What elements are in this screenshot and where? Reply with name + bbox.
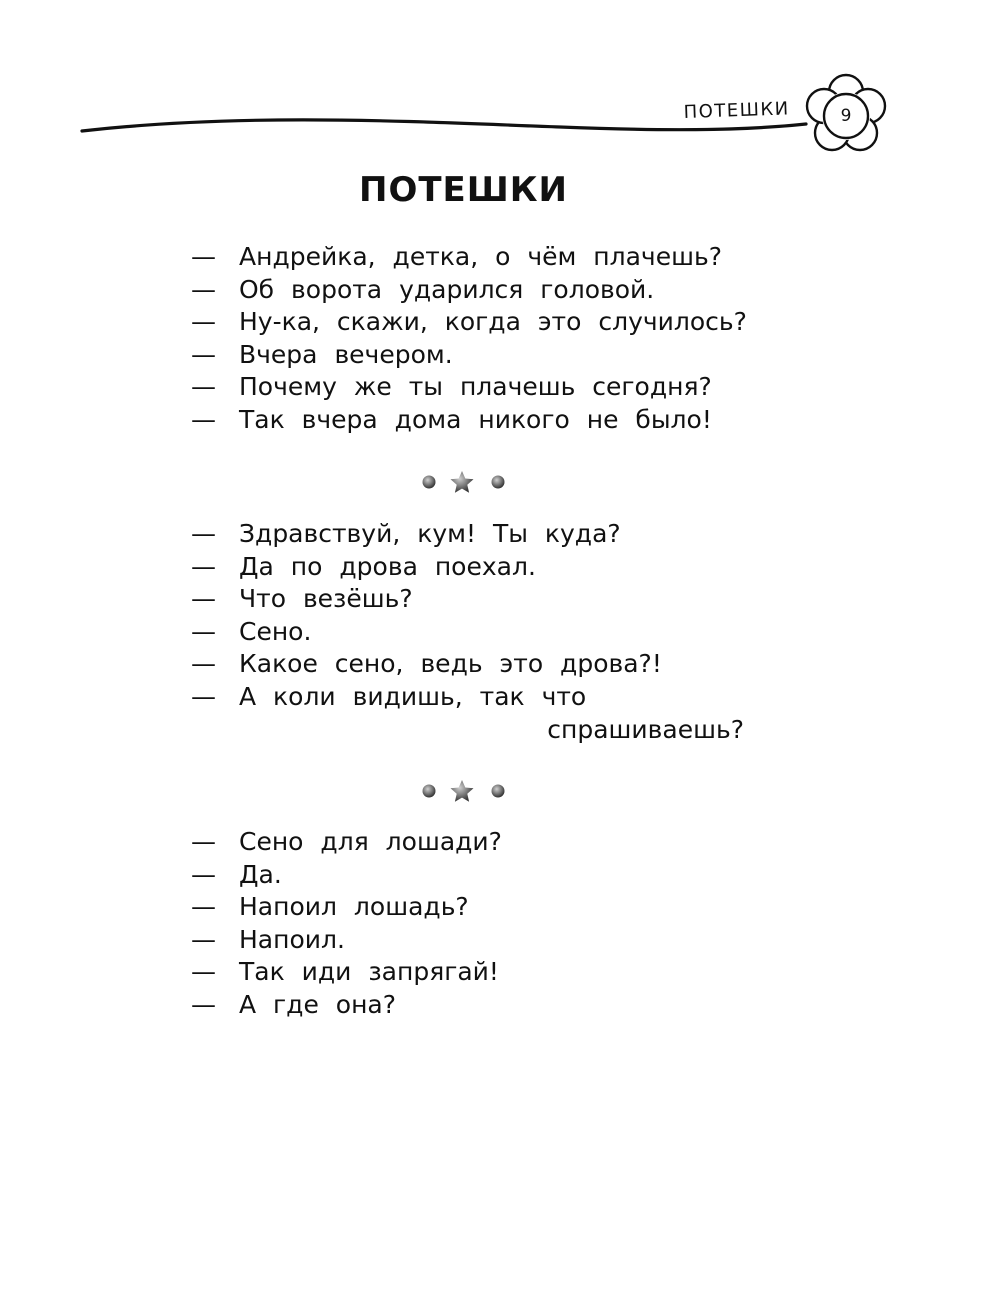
dialogue-line	[191, 551, 791, 584]
dash: —	[191, 551, 216, 581]
dash: —	[191, 616, 216, 646]
dash: —	[191, 584, 216, 614]
dash: —	[191, 274, 216, 304]
line-text: Вчера вечером.	[239, 339, 453, 369]
dash: —	[191, 372, 216, 402]
dialogue-line	[191, 274, 791, 307]
dash: —	[191, 827, 216, 856]
dash: —	[191, 681, 216, 711]
dash: —	[191, 404, 216, 434]
dialogue-line	[191, 404, 791, 437]
line-text: Что везёшь?	[239, 584, 413, 614]
line-text: А коли видишь, так что	[239, 681, 587, 711]
dash: —	[191, 519, 216, 548]
dash: —	[191, 307, 216, 337]
dialogue-line	[191, 583, 791, 616]
line-text: Да по дрова поехал.	[239, 551, 536, 581]
dialogue-line	[191, 891, 791, 924]
page-title: ПОТЕШКИ	[358, 170, 569, 210]
running-head: ПОТЕШКИ	[683, 98, 791, 123]
dialogue-line	[191, 989, 791, 1022]
dialogue-line	[191, 241, 791, 274]
dialogue-line	[191, 306, 791, 339]
line-text: Об ворота ударился головой.	[239, 274, 655, 304]
dot-star-dot-divider-icon	[418, 779, 510, 803]
dash: —	[191, 649, 216, 679]
dialogue-line	[191, 956, 791, 989]
dash: —	[191, 242, 216, 271]
dash: —	[191, 989, 216, 1019]
line-text: Так иди запрягай!	[239, 957, 499, 987]
dialogue-line	[191, 826, 791, 859]
line-text: Сено для лошади?	[239, 827, 502, 856]
dialogue-line	[191, 648, 791, 681]
dash: —	[191, 339, 216, 369]
line-text: Какое сено, ведь это дрова?!	[239, 649, 662, 679]
line-text: Андрейка, детка, о чём плачешь?	[239, 242, 722, 271]
rhyme-1	[191, 241, 791, 437]
line-text: Здравствуй, кум! Ты куда?	[239, 519, 621, 548]
line-text: Напоил лошадь?	[239, 892, 469, 922]
line-text: Сено.	[239, 616, 312, 646]
dash: —	[191, 859, 216, 889]
dialogue-line	[191, 616, 791, 649]
line-text: Напоил.	[239, 924, 345, 954]
dash: —	[191, 957, 216, 987]
line-text: Почему же ты плачешь сегодня?	[239, 372, 712, 402]
dash: —	[191, 892, 216, 922]
dialogue-line	[191, 924, 791, 957]
line-continuation: спрашиваешь?	[547, 714, 744, 744]
line-text: Так вчера дома никого не было!	[239, 404, 712, 434]
line-text: А где она?	[239, 989, 397, 1019]
dialogue-line	[191, 371, 791, 404]
dash: —	[191, 924, 216, 954]
dialogue-line	[191, 681, 791, 714]
line-text: Да.	[239, 859, 282, 889]
dialogue-line	[191, 518, 791, 551]
dialogue-line	[191, 339, 791, 372]
rhyme-3	[191, 826, 791, 1022]
dialogue-line	[191, 859, 791, 892]
page-number: 9	[840, 106, 852, 126]
line-text: Ну-ка, скажи, когда это случилось?	[239, 307, 747, 337]
rhyme-2	[191, 518, 791, 746]
dot-star-dot-divider-icon	[418, 470, 510, 494]
